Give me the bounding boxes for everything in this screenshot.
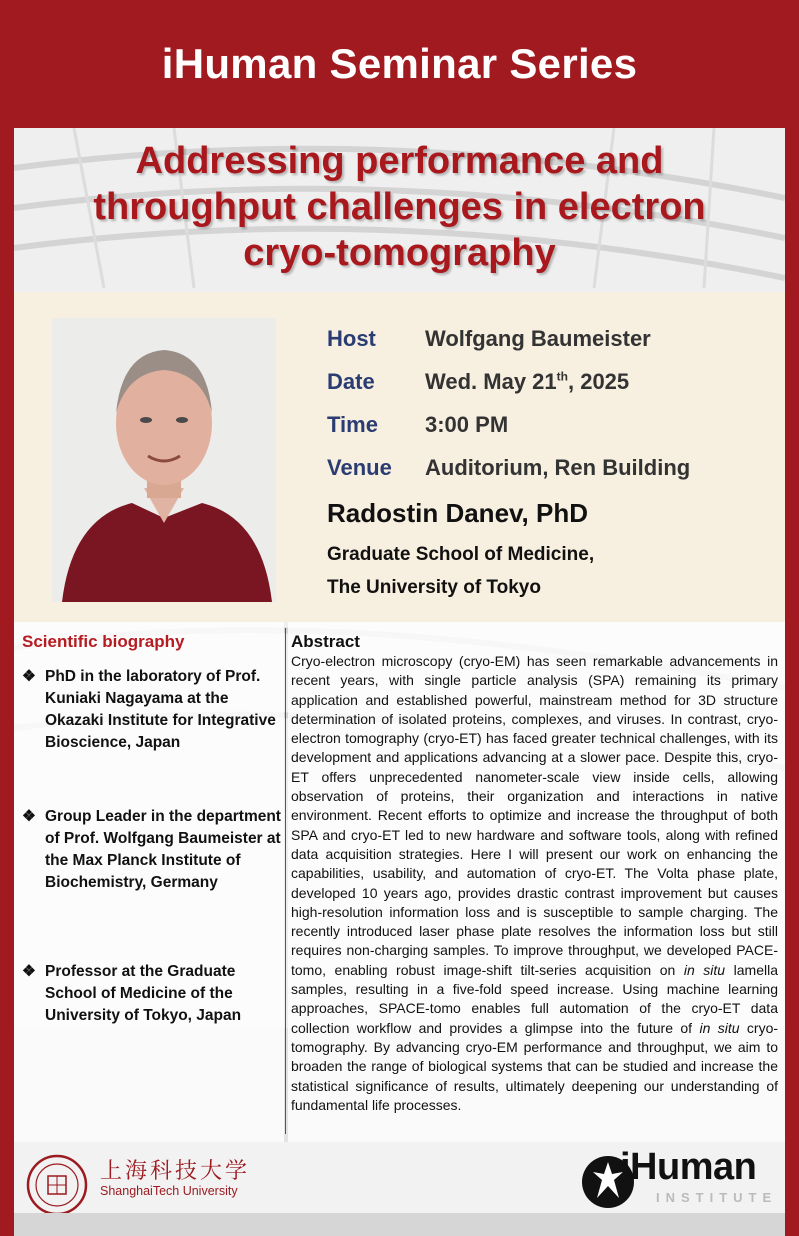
date-main: Wed. May 21	[425, 369, 557, 394]
abstract-italic: in situ	[683, 961, 726, 978]
shanghaitech-name-en: ShanghaiTech University	[100, 1184, 238, 1198]
host-value: Wolfgang Baumeister	[425, 326, 651, 351]
speaker-affiliation-1: Graduate School of Medicine,	[327, 544, 595, 565]
diamond-bullet-icon: ❖	[22, 668, 36, 685]
date-value	[425, 369, 629, 395]
header-band	[0, 0, 799, 128]
venue-value: Auditorium, Ren Building	[425, 455, 691, 480]
bottom-strip	[14, 1213, 785, 1236]
talk-title-line: cryo-tomography	[243, 232, 556, 274]
diamond-bullet-icon: ❖	[22, 963, 36, 980]
ihuman-wordmark: iHuman	[620, 1146, 757, 1188]
speaker-name: Radostin Danev, PhD	[327, 498, 589, 528]
biography-item	[22, 806, 284, 894]
host-label: Host	[327, 326, 376, 351]
time-value: 3:00 PM	[425, 412, 509, 437]
ihuman-institute-label: INSTITUTE	[656, 1190, 778, 1205]
abstract-italic: in situ	[699, 1019, 740, 1036]
talk-title-line: Addressing performance and	[135, 140, 664, 182]
abstract-title: Abstract	[291, 632, 360, 651]
talk-title-line: throughput challenges in electron	[93, 186, 706, 228]
abstract-text: cryo-tomography. By advancing cryo-EM performance and throughput, we aim to broaden the range of biological systems that can be studied and increase the statistical significance of results, ultimately deepening our understanding of fundamental life processes.	[291, 1019, 779, 1113]
diamond-bullet-icon: ❖	[22, 808, 36, 825]
abstract-body	[291, 652, 778, 1115]
abstract-section	[288, 622, 785, 1142]
time-label: Time	[327, 412, 378, 437]
abstract-text: lamella samples, resulting in a five-fold speed increase. Using machine learning approaches, SPACE-tomo enables full automation of the cryo-ET data collection workflow and provides a glimpse into the future of	[291, 961, 778, 1036]
abstract-text: Cryo-electron microscopy (cryo-EM) has seen remarkable advancements in recent years, with single particle analysis (SPA) remaining its primary application and established powerful, mainstream method for 3D structure determination of isolated proteins, complexes, and viruses. In contrast, cryo-electron tomography (cryo-ET) has faced greater technical challenges, with its development and applications advancing at a slower pace. Despite this, cryo-ET offers unprecedented nanometer-scale view inside cells, allowing observation of proteins, their organization and interactions in native environment. Recent efforts to optimize and increase the throughput of both SPA and cryo-ET led to new hardware and software tools, along with refined data acquisition strategies. Here I will present our work on enhancing the capabilities, usability, and automation of cryo-ET. The Volta phase plate, developed 10 years ago, provides drastic contrast improvement but causes high-resolution information loss and is susceptible to sample charging. The recently introduced laser phase plate resolves the information loss but still requires non-charging samples. To improve throughput, we developed PACE-tomo, enabling robust image-shift tilt-series acquisition on	[291, 653, 778, 978]
speaker-photo	[52, 318, 276, 602]
biography-item-text: PhD in the laboratory of Prof. Kuniaki Nagayama at the Okazaki Institute for Integrative Bioscience, Japan	[45, 668, 276, 751]
talk-title	[14, 138, 785, 276]
footer	[14, 1142, 785, 1213]
biography-title: Scientific biography	[22, 632, 185, 651]
biography-item-text: Group Leader in the department of Prof. Wolfgang Baumeister at the Max Planck Institute of Biochemistry, Germany	[45, 808, 281, 891]
speaker-affiliation-2: The University of Tokyo	[327, 577, 541, 598]
biography-item	[22, 666, 284, 754]
shanghaitech-name-cn: 上海科技大学	[100, 1159, 251, 1184]
biography-item-text: Professor at the Graduate School of Medicine of the University of Tokyo, Japan	[45, 963, 242, 1024]
venue-label: Venue	[327, 455, 392, 480]
biography-section	[14, 622, 284, 1142]
series-title: iHuman Seminar Series	[161, 40, 638, 87]
section-divider	[285, 628, 286, 1134]
date-year: , 2025	[567, 369, 630, 394]
poster-panel	[14, 128, 785, 1213]
date-ordinal: th	[556, 369, 568, 384]
date-label: Date	[327, 369, 375, 394]
biography-item	[22, 961, 284, 1027]
shanghaitech-seal-icon	[26, 1154, 88, 1213]
